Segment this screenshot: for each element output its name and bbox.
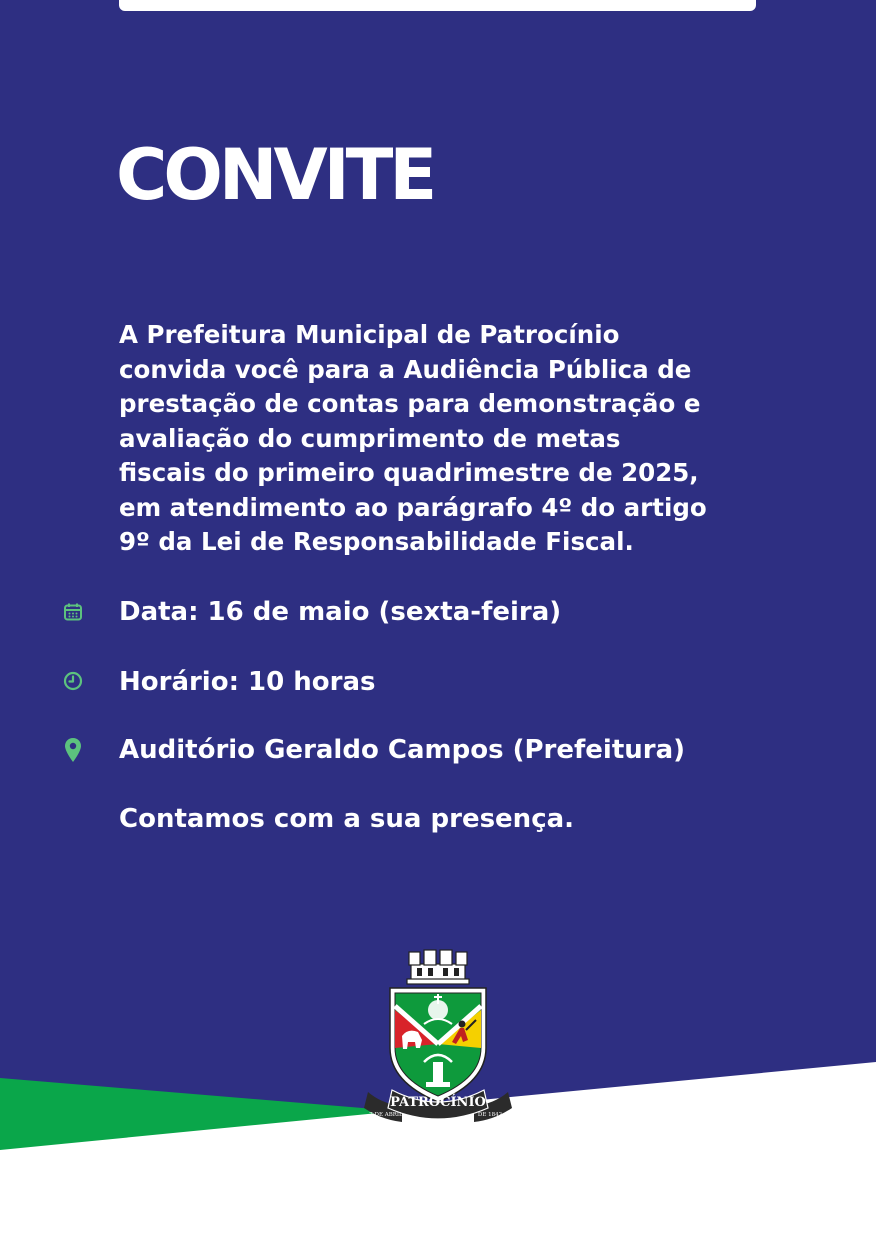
seal-name: PATROCÍNIO [390, 1095, 486, 1110]
seal-date-left: 7 DE ABRIL [369, 1112, 403, 1118]
body-line: A Prefeitura Municipal de Patrocínio [119, 320, 620, 349]
seal-date-right: DE 1842 [477, 1112, 503, 1118]
body-line: 9º da Lei de Responsabilidade Fiscal. [119, 527, 634, 556]
map-pin-icon [64, 737, 82, 763]
body-line: convida você para a Audiência Pública de [119, 354, 692, 384]
body-line: avaliação do cumprimento de metas [119, 423, 621, 453]
body-line: prestação de contas para demonstração e [119, 389, 701, 418]
invitation-body [119, 318, 756, 560]
event-location: Auditório Geraldo Campos (Prefeitura) [119, 735, 686, 765]
clock-icon [63, 671, 83, 691]
closing-message: Contamos com a sua presença. [119, 804, 575, 834]
event-date: Data: 16 de maio (sexta-feira) [119, 597, 562, 627]
body-line: em atendimento ao parágrafo 4º do artigo [119, 492, 707, 522]
mural-crown [407, 950, 469, 984]
page-title: CONVITE [116, 134, 434, 216]
event-time: Horário: 10 horas [119, 667, 376, 697]
municipal-seal-logo [362, 944, 514, 1126]
calendar-icon [63, 602, 83, 622]
top-white-bar [119, 0, 756, 11]
body-line: fiscais do primeiro quadrimestre de 2025, [119, 458, 699, 487]
